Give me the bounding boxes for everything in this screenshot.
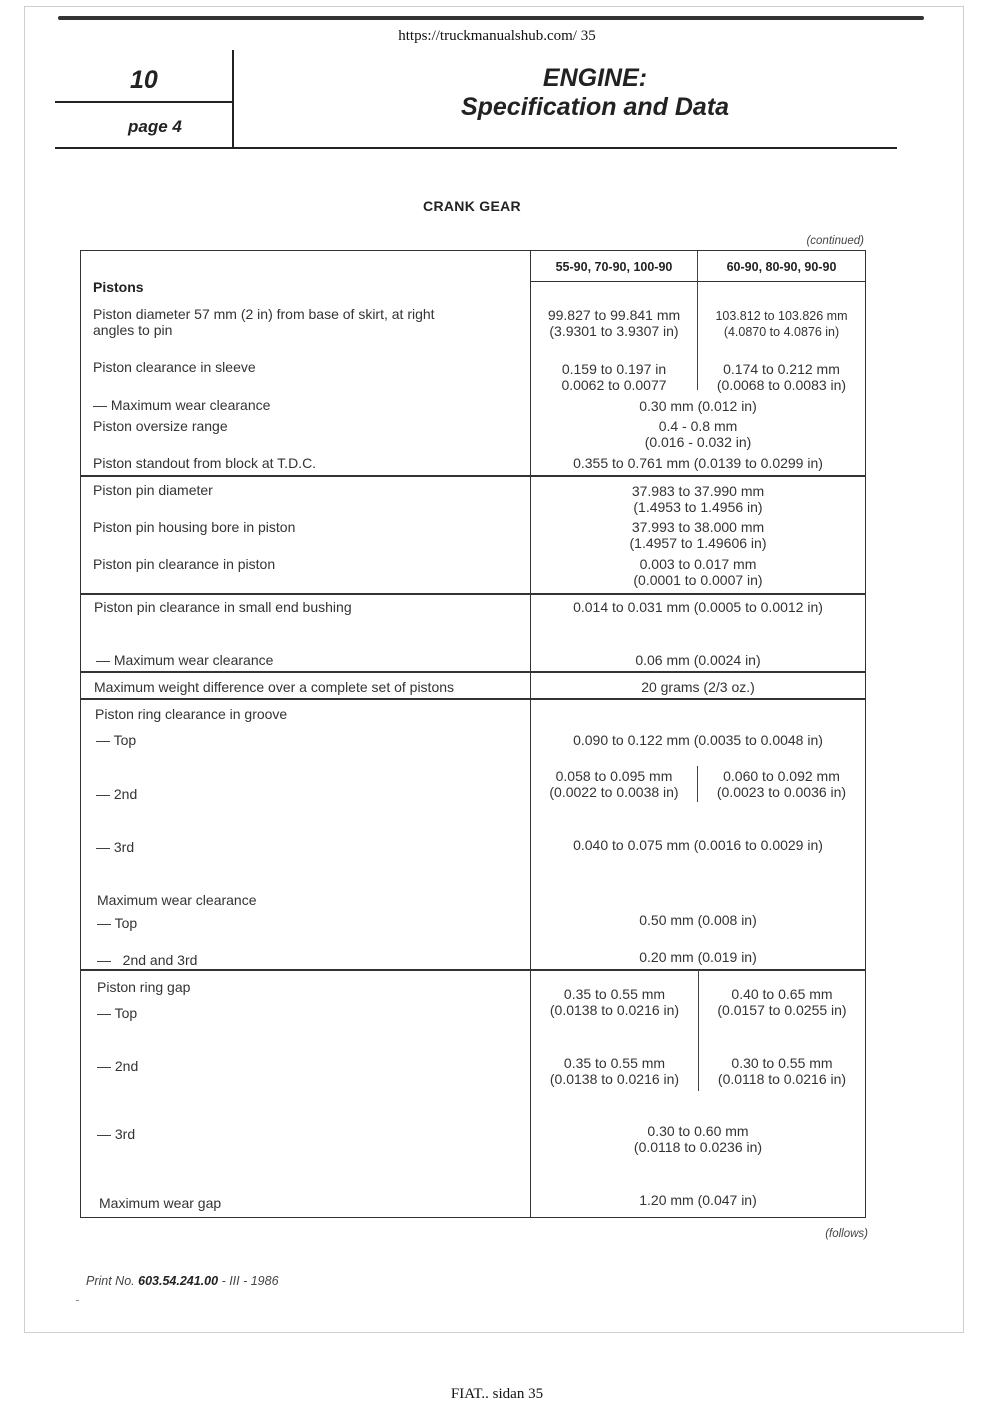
row-label: — Maximum wear clearance: [96, 652, 274, 668]
cell-value: (0.0138 to 0.0216 in): [549, 1071, 680, 1087]
section-number: 10: [130, 66, 158, 94]
cell-value: 0.159 to 0.197 in: [561, 361, 667, 377]
row-divider: [81, 969, 865, 971]
header-rule: [55, 147, 897, 149]
cell-value: 0.174 to 0.212 mm: [723, 361, 840, 377]
cell-value: 0.040 to 0.075 mm (0.0016 to 0.0029 in): [573, 837, 823, 853]
row-label: — Top: [97, 1005, 138, 1021]
continued-note: (continued): [806, 235, 864, 247]
row-label: Piston ring clearance in groove: [95, 706, 288, 722]
page-label: page 4: [128, 117, 182, 136]
row-label: Piston pin diameter: [93, 482, 213, 498]
print-prefix: Print No.: [86, 1274, 135, 1288]
row-label: — 2nd: [97, 1058, 139, 1074]
cell-value: (3.9301 to 3.9307 in): [549, 323, 679, 339]
cell-value: (0.0023 to 0.0036 in): [716, 784, 847, 800]
row-label: Maximum wear gap: [99, 1195, 222, 1211]
cell-value: 0.35 to 0.55 mm: [563, 1055, 666, 1071]
cell-value: 99.827 to 99.841 mm: [547, 307, 681, 323]
row-label: Piston diameter 57 mm (2 in) from base of skirt, at right: [93, 306, 435, 322]
cell-value: 0.4 - 0.8 mm: [658, 418, 738, 434]
speck: [76, 1300, 79, 1301]
col1-header: 55-90, 70-90, 100-90: [555, 260, 673, 274]
cell-value: (0.0138 to 0.0216 in): [549, 1002, 680, 1018]
cell-value: (0.0157 to 0.0255 in): [717, 1002, 847, 1018]
cell-value: 0.30 to 0.55 mm: [731, 1055, 833, 1071]
row-label: Piston ring gap: [97, 979, 191, 995]
cell-value: 20 grams (2/3 oz.): [641, 679, 755, 695]
group-pistons: Pistons: [93, 279, 144, 295]
cell-value: 0.0062 to 0.0077: [561, 377, 667, 393]
row-divider: [81, 593, 865, 595]
cell-value: 37.993 to 38.000 mm: [631, 519, 765, 535]
cell-value: 0.50 mm (0.008 in): [639, 912, 757, 928]
cell-value: 1.20 mm (0.047 in): [639, 1192, 757, 1208]
cell-value: 0.014 to 0.031 mm (0.0005 to 0.0012 in): [573, 599, 823, 615]
cell-value: (0.0001 to 0.0007 in): [633, 572, 763, 588]
row-divider: [81, 475, 865, 477]
row-divider: [81, 698, 865, 700]
cell-value: 0.090 to 0.122 mm (0.0035 to 0.0048 in): [573, 732, 823, 748]
cell-value: (4.0870 to 4.0876 in): [723, 325, 840, 339]
source-url: https://truckmanualshub.com/ 35: [398, 28, 596, 44]
print-number: 603.54.241.00: [138, 1274, 219, 1288]
cell-value: (0.0068 to 0.0083 in): [716, 377, 847, 393]
row-label: Piston pin clearance in piston: [93, 556, 276, 572]
cell-value: 0.20 mm (0.019 in): [639, 949, 757, 965]
row-label: Maximum wear clearance: [97, 892, 257, 908]
cell-value: (0.016 - 0.032 in): [644, 434, 752, 450]
page-title: ENGINE:: [542, 64, 648, 92]
cell-value: 0.06 mm (0.0024 in): [635, 652, 761, 668]
cell-value: (1.4953 to 1.4956 in): [633, 499, 763, 515]
header-underline: [531, 281, 865, 282]
row-label: — 2nd and 3rd: [97, 952, 198, 968]
row-label: Piston pin housing bore in piston: [93, 519, 296, 535]
cell-value: 0.003 to 0.017 mm: [639, 556, 757, 572]
col2-header: 60-90, 80-90, 90-90: [726, 260, 837, 274]
cell-value: (0.0118 to 0.0216 in): [717, 1071, 847, 1087]
row-label: Piston clearance in sleeve: [93, 359, 256, 375]
cell-value: 0.058 to 0.095 mm: [555, 768, 673, 784]
row-label: Piston pin clearance in small end bushing: [94, 599, 352, 615]
row-label: — 3rd: [96, 839, 135, 855]
row-label: angles to pin: [93, 322, 173, 338]
cell-value: (0.0022 to 0.0038 in): [549, 784, 679, 800]
header-rule-short: [55, 101, 233, 103]
cell-value: 0.35 to 0.55 mm: [563, 986, 666, 1002]
row-label: — 3rd: [97, 1126, 136, 1142]
bottom-caption: FIAT.. sidan 35: [450, 1386, 544, 1402]
cell-value: 0.355 to 0.761 mm (0.0139 to 0.0299 in): [573, 455, 823, 471]
cell-value: 0.060 to 0.092 mm: [723, 768, 840, 784]
print-info: [86, 1274, 279, 1288]
cell-value: 0.30 to 0.60 mm: [647, 1123, 749, 1139]
cell-value: 103.812 to 103.826 mm: [715, 309, 848, 323]
top-rule: [58, 16, 924, 20]
cell-value: (1.4957 to 1.49606 in): [629, 535, 767, 551]
cell-value: 0.30 mm (0.012 in): [639, 398, 757, 414]
row-label: — Maximum wear clearance: [93, 397, 271, 413]
cell-value: 0.40 to 0.65 mm: [731, 986, 833, 1002]
row-label: — Top: [97, 915, 138, 931]
row-label: — Top: [96, 732, 137, 748]
header-divider: [232, 50, 234, 148]
row-label: Piston oversize range: [93, 418, 228, 434]
print-suffix: - III - 1986: [221, 1274, 279, 1288]
row-label: Piston standout from block at T.D.C.: [93, 455, 317, 471]
row-divider: [81, 671, 865, 673]
page-subtitle: Specification and Data: [460, 93, 730, 121]
section-title: CRANK GEAR: [423, 198, 521, 214]
follows-note: (follows): [825, 1228, 868, 1240]
row-label: Maximum weight difference over a complete set of pistons: [94, 679, 455, 695]
row-label: — 2nd: [96, 786, 138, 802]
cell-value: 37.983 to 37.990 mm: [631, 483, 765, 499]
cell-value: (0.0118 to 0.0236 in): [633, 1139, 763, 1155]
